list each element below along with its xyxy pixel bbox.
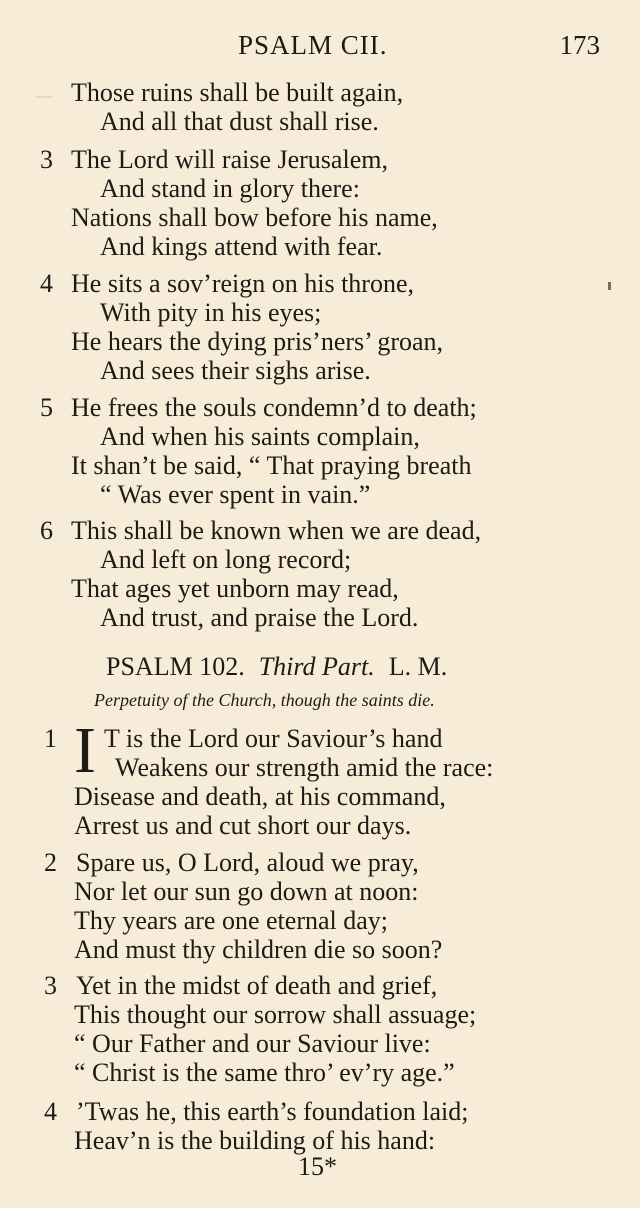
verse-line: He sits a sov’reign on his throne, <box>71 269 415 298</box>
verse-line: “ Was ever spent in vain.” <box>100 480 371 509</box>
verse-line: This thought our sorrow shall assuage; <box>74 1000 477 1029</box>
verse-line: Arrest us and cut short our days. <box>74 811 412 840</box>
verse-line: And must thy children die so soon? <box>74 935 443 964</box>
stanza-number: 3 <box>44 971 57 1000</box>
psalm-subtitle: Perpetuity of the Church, though the saints die. <box>94 690 435 710</box>
paper-smudge <box>608 282 611 290</box>
verse-line: He frees the souls condemn’d to death; <box>71 393 477 422</box>
verse-line: With pity in his eyes; <box>100 298 322 327</box>
verse-line: And when his saints complain, <box>100 422 420 451</box>
stanza-number: 1 <box>44 724 57 753</box>
verse-line: Heav’n is the building of his hand: <box>74 1126 436 1155</box>
psalm-meter: L. M. <box>388 652 448 681</box>
verse-line: ’Twas he, this earth’s foundation laid; <box>76 1097 469 1126</box>
verse-line: And sees their sighs arise. <box>100 356 371 385</box>
verse-line: He hears the dying pris’ners’ groan, <box>71 327 444 356</box>
stanza-number: 2 <box>44 848 57 877</box>
paper-smudge <box>36 96 52 98</box>
verse-line: T is the Lord our Saviour’s hand <box>104 724 443 753</box>
stanza-number: 5 <box>40 393 53 422</box>
verse-line: Nor let our sun go down at noon: <box>74 877 419 906</box>
verse-line: And left on long record; <box>100 545 352 574</box>
verse-line: Disease and death, at his command, <box>74 782 446 811</box>
verse-line: And stand in glory there: <box>100 174 360 203</box>
verse-line: The Lord will raise Jerusalem, <box>71 145 388 174</box>
verse-line: Thy years are one eternal day; <box>74 906 389 935</box>
verse-line: It shan’t be said, “ That praying breath <box>71 451 472 480</box>
psalm-heading <box>106 652 447 682</box>
stanza-number: 4 <box>40 269 53 298</box>
psalm-title: PSALM 102. <box>106 652 245 681</box>
verse-line: Spare us, O Lord, aloud we pray, <box>76 848 419 877</box>
verse-line: Nations shall bow before his name, <box>71 203 438 232</box>
verse-line: And kings attend with fear. <box>100 232 383 261</box>
psalm-part: Third Part. <box>258 652 375 681</box>
page-number: 173 <box>559 30 600 60</box>
stanza-number: 6 <box>40 516 53 545</box>
stanza-number: 4 <box>44 1097 57 1126</box>
verse-line: Weakens our strength amid the race: <box>115 753 494 782</box>
verse-line: Those ruins shall be built again, <box>71 78 404 107</box>
verse-line: And all that dust shall rise. <box>100 107 379 136</box>
verse-line: “ Our Father and our Saviour live: <box>74 1029 431 1058</box>
verse-line: Yet in the midst of death and grief, <box>76 971 438 1000</box>
running-title: PSALM CII. <box>238 30 388 60</box>
verse-line: “ Christ is the same thro’ ev’ry age.” <box>74 1058 455 1087</box>
verse-line: That ages yet unborn may read, <box>71 574 399 603</box>
drop-cap: I <box>74 714 96 787</box>
stanza-number: 3 <box>40 145 53 174</box>
verse-line: This shall be known when we are dead, <box>71 516 482 545</box>
signature-mark: 15* <box>298 1152 337 1181</box>
verse-line: And trust, and praise the Lord. <box>100 603 419 632</box>
